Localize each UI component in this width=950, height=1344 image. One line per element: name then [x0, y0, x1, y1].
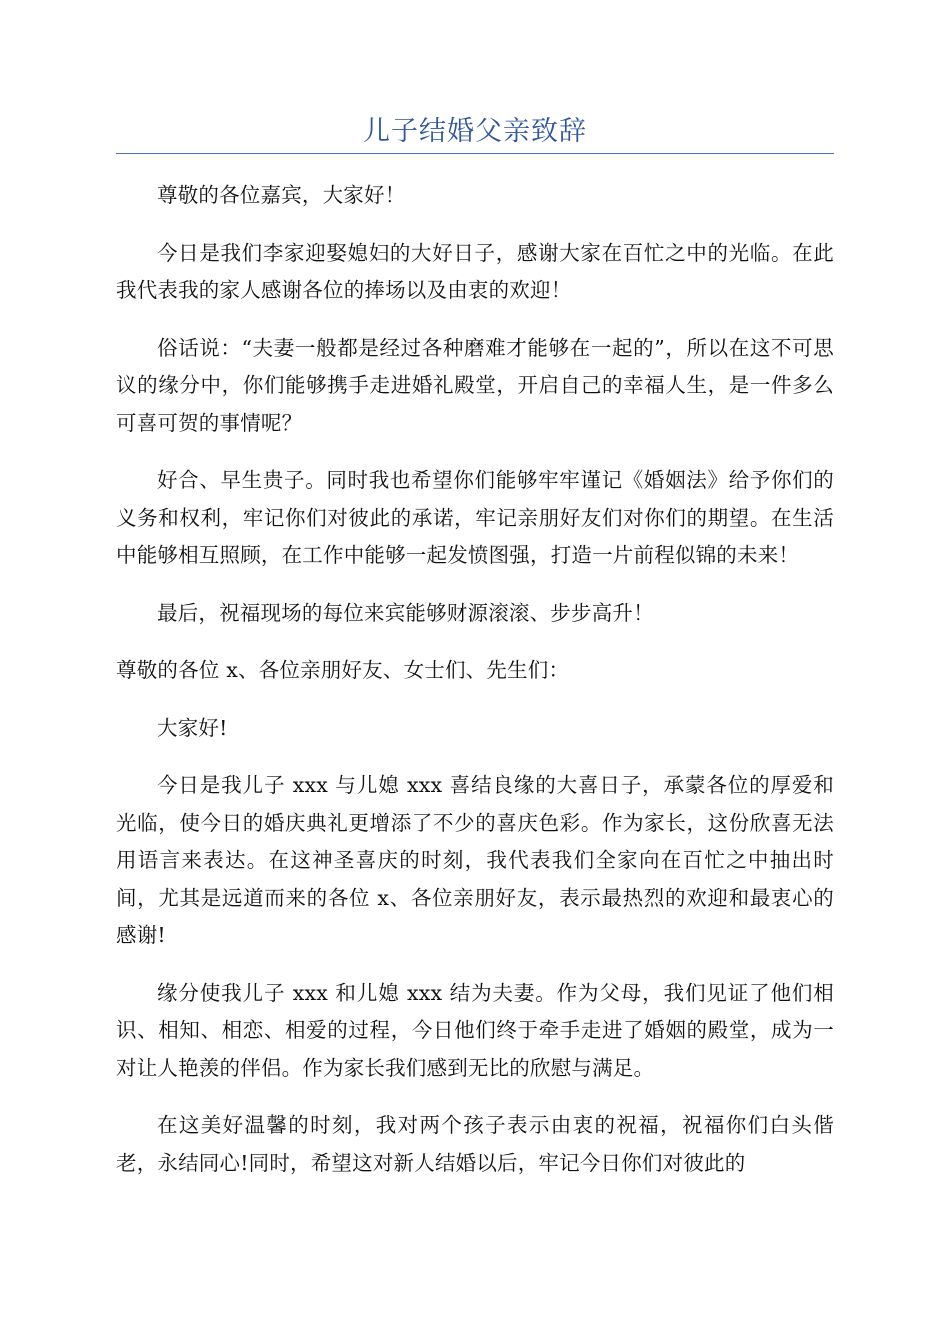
paragraph-blessing: 在这美好温馨的时刻，我对两个孩子表示由衷的祝福，祝福你们白头偕老，永结同心!同时，希望这对新人结婚以后，牢记今日你们对彼此的 — [116, 1113, 834, 1175]
paragraph-fate: 缘分使我儿子 xxx 和儿媳 xxx 结为夫妻。作为父母，我们见证了他们相识、相知、相恋、相爱的过程，今日他们终于牵手走进了婚姻的殿堂，成为一对让人艳羡的伴侣。作为家长我们感到无比的欣慰与满足。 — [116, 980, 834, 1080]
paragraph-salutation: 尊敬的各位 x、各位亲朋好友、女士们、先生们： — [116, 658, 570, 682]
page-title: 儿子结婚父亲致辞 — [363, 116, 587, 147]
paragraph-hello: 大家好! — [157, 715, 228, 740]
paragraph-saying: 俗话说：“夫妻一般都是经过各种磨难才能够在一起的”，所以在这不可思议的缘分中，你们能够携手走进婚礼殿堂，开启自己的幸福人生，是一件多么可喜可贺的事情呢？ — [116, 335, 834, 435]
paragraph-wishes: 好合、早生贵子。同时我也希望你们能够牢牢谨记《婚姻法》给予你们的义务和权利，牢记你们对彼此的承诺，牢记亲朋好友们对你们的期望。在生活中能够相互照顾，在工作中能够一起发愤图强，打造一片前程似锦的未来！ — [116, 468, 834, 567]
paragraph-thanks: 今日是我儿子 xxx 与儿媳 xxx 喜结良缘的大喜日子，承蒙各位的厚爱和光临，使今日的婚庆典礼更增添了不少的喜庆色彩。作为家长，这份欣喜无法用语言来表达。在这神圣喜庆的时刻，我代表我们全家向在百忙之中抽出时间，尤其是远道而来的各位 x、各位亲朋好友，表示最热烈的欢迎和最衷心的感谢! — [116, 773, 834, 947]
paragraph-greeting: 尊敬的各位嘉宾，大家好！ — [157, 183, 406, 207]
paragraph-welcome: 今日是我们李家迎娶媳妇的大好日子，感谢大家在百忙之中的光临。在此我代表我的家人感谢各位的捧场以及由衷的欢迎！ — [116, 240, 834, 302]
title-underline — [116, 153, 834, 154]
paragraph-closing: 最后，祝福现场的每位来宾能够财源滚滚、步步高升！ — [157, 600, 654, 625]
document-body — [116, 177, 834, 1202]
